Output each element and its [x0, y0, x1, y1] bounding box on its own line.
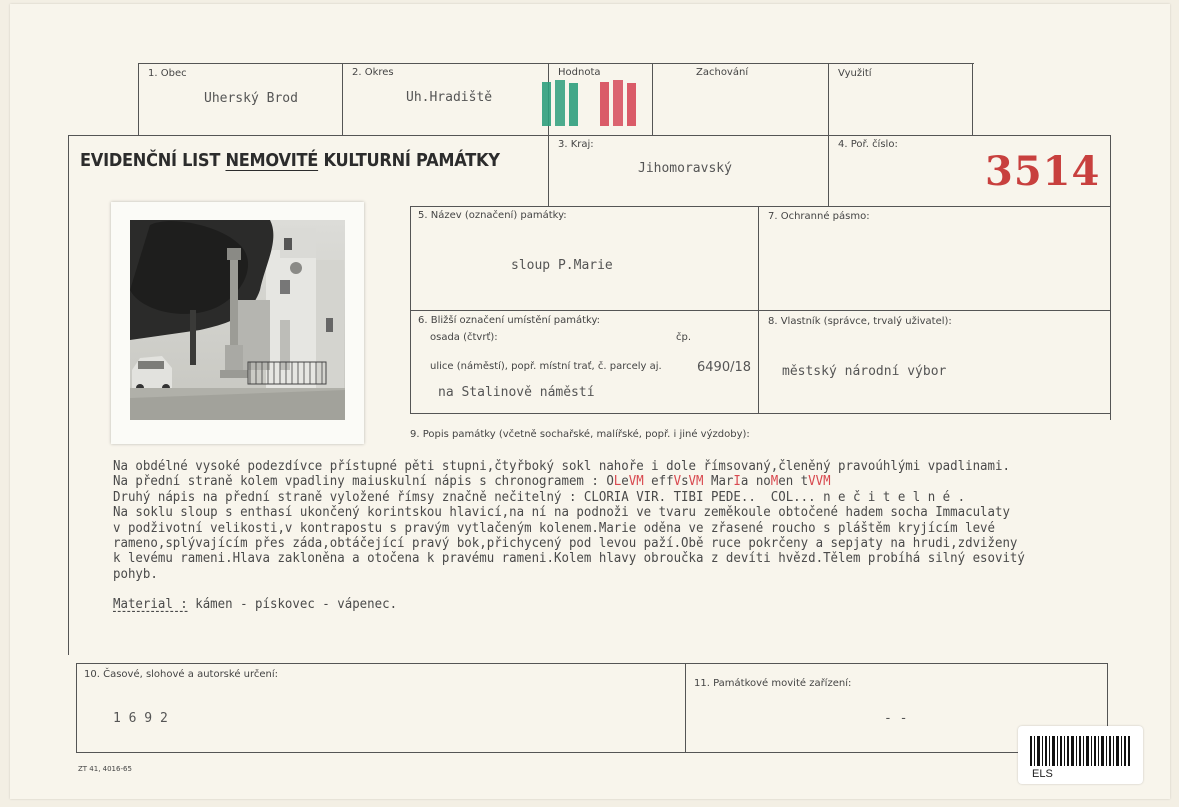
kraj-label: 3. Kraj:	[558, 139, 594, 150]
hodnota-label: Hodnota	[558, 67, 601, 78]
vlastnik-value: městský národní výbor	[782, 364, 947, 379]
material-value: kámen - pískovec - vápenec.	[187, 597, 398, 613]
header-top-rule	[138, 63, 974, 64]
umisteni-label: 6. Bližší označení umístění památky:	[418, 315, 601, 326]
por-cislo-label: 4. Poř. číslo:	[838, 139, 898, 150]
rule	[972, 63, 973, 135]
rule	[652, 63, 653, 135]
chronogram-red-letters: I	[733, 474, 741, 490]
chronogram-red-letters: M	[770, 474, 779, 490]
parcela-value: 6490/18	[697, 360, 752, 375]
chronogram-red-letters: L	[613, 474, 622, 490]
popis-line: Na soklu sloup s enthasí ukončený korintskou hlavicí,na ní na podnoži ve tvaru zeměkoule obtočené hadem socha Immaculaty	[113, 505, 1010, 521]
hodnota-red-stamp	[598, 80, 640, 128]
chronogram-letters: O	[606, 474, 614, 490]
ochranne-pasmo-label: 7. Ochranné pásmo:	[768, 211, 870, 222]
obec-label: 1. Obec	[148, 68, 187, 79]
rule	[685, 663, 686, 753]
barcode-caption: ELS	[1032, 768, 1053, 780]
chronogram-letters: Mar	[703, 474, 734, 490]
vlastnik-label: 8. Vlastník (správce, trvalý uživatel):	[768, 316, 952, 327]
umisteni-value: na Stalinově náměstí	[438, 385, 595, 400]
chronogram-letters: e	[621, 474, 629, 490]
popis-text	[113, 459, 1025, 613]
rule	[138, 63, 139, 135]
chronogram-red-letters: VM	[688, 474, 704, 490]
title-underlined: NEMOVITÉ	[225, 150, 319, 171]
popis-line: k levému rameni.Hlava zakloněna a otočena k pravému rameni.Kolem hlavy obroučka z devíti hvězd.Tělem probíhá silný esovitý	[113, 551, 1025, 567]
barcode-label	[1018, 726, 1143, 784]
zachovani-label: Zachování	[696, 67, 749, 78]
cp-label: čp.	[676, 332, 692, 343]
rule	[828, 63, 829, 135]
frame-right-rule	[1110, 135, 1111, 420]
nazev-value: sloup P.Marie	[511, 258, 613, 273]
popis-line: v podživotní velikosti,v kontrapostu s pravým vytlačeným kolenem.Marie oděna ve zřasené roucho s pláštěm kryjícím levé	[113, 520, 995, 536]
popis-line: pohyb.	[113, 566, 158, 582]
material-line	[113, 597, 1025, 612]
popis-label: 9. Popis památky (včetně sochařské, malířské, popř. i jiné výzdoby):	[410, 429, 750, 440]
osada-label: osada (čtvrť):	[430, 332, 498, 343]
chronogram-red-letters: V	[673, 474, 682, 490]
monument-photo	[111, 202, 364, 444]
movite-label: 11. Památkové movité zařízení:	[694, 678, 852, 689]
rule	[828, 135, 829, 207]
rule	[410, 413, 1110, 414]
material-label: Material :	[113, 597, 188, 613]
casove-value: 1 6 9 2	[113, 711, 168, 726]
obec-value: Uherský Brod	[204, 91, 298, 106]
popis-line: Druhý nápis na přední straně vyložené římsy značně nečitelný : CLORIA VIR. TIBI PEDE.. COL... n e č i t e l n é .	[113, 489, 966, 505]
okres-value: Uh.Hradiště	[406, 90, 493, 105]
rule	[410, 206, 1110, 207]
frame-top-rule	[68, 135, 1111, 136]
chronogram-red-letters: VVM	[808, 474, 831, 490]
rule	[76, 663, 77, 753]
popis-line: Na obdélné vysoké podezdívce přístupné pěti stupni,čtyřboký sokl nahoře i dole římsovaný,členěný pravoúhlými vpadlinami.	[113, 459, 1010, 474]
popis-line-chronogram: Na přední straně kolem vpadliny maiuskulní nápis s chronogramem : OLeVM effVsVM MarIa noMen tVVM	[113, 474, 831, 490]
rule	[76, 752, 1108, 753]
popis-line: rameno,splývajícím přes záda,obtáčející pravý bok,přichycený pod levou paží.Obě ruce pokrčeny a sepjaty na hrudi,zdviženy	[113, 536, 1018, 552]
hodnota-green-stamp	[540, 80, 582, 128]
rule	[548, 135, 549, 207]
chronogram	[606, 474, 830, 489]
form-code: ZT 41, 4016-65	[78, 765, 132, 773]
vyuziti-label: Využití	[838, 68, 872, 79]
frame-left-rule	[68, 135, 69, 655]
kraj-value: Jihomoravský	[638, 161, 732, 176]
chronogram-letters: eff	[643, 474, 674, 490]
okres-label: 2. Okres	[352, 67, 394, 78]
rule	[342, 63, 343, 135]
chronogram-red-letters: VM	[628, 474, 644, 490]
column-photo-image	[130, 220, 345, 420]
chronogram-letters: en t	[778, 474, 809, 490]
document-title: EVIDENČNÍ LIST NEMOVITÉ KULTURNÍ PAMÁTKY	[80, 150, 500, 171]
casove-label: 10. Časové, slohové a autorské určení:	[84, 669, 279, 680]
por-cislo-value: 3514	[985, 148, 1101, 195]
ulice-label: ulice (náměstí), popř. místní trať, č. parcely aj.	[430, 361, 662, 372]
nazev-label: 5. Název (označení) památky:	[418, 210, 567, 221]
rule	[76, 663, 1108, 664]
chronogram-letters: s	[681, 474, 689, 490]
movite-value: - -	[884, 711, 908, 726]
chronogram-letters: a no	[740, 474, 771, 490]
barcode-icon	[1030, 736, 1132, 766]
rule	[410, 310, 1110, 311]
